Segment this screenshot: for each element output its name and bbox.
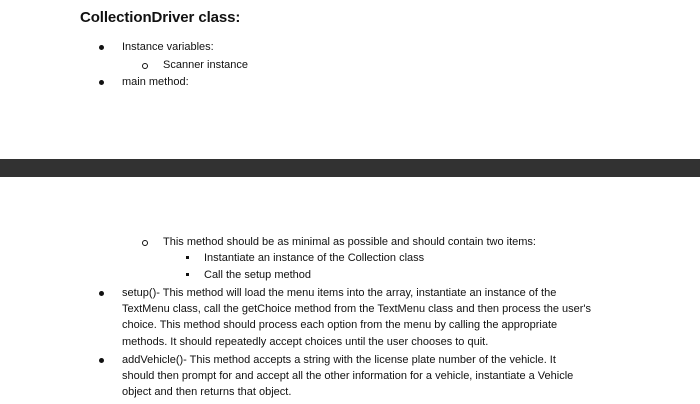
bullet-disc [99, 358, 104, 363]
bullet-disc [99, 45, 104, 50]
list-item-scanner-instance: Scanner instance [163, 59, 248, 71]
bullet-disc [99, 80, 104, 85]
paragraph-line: choice. This method should process each option from the menu by calling the appropriate [122, 319, 558, 332]
paragraph-line: methods. It should repeatedly accept choices until the user chooses to quit. [122, 335, 489, 348]
paragraph-line: TextMenu class, call the getChoice method from the TextMenu class and then process the user's [122, 303, 592, 316]
list-item-instance-variables: Instance variables: [122, 41, 214, 53]
bullet-square [186, 273, 189, 276]
bullet-square [186, 256, 189, 259]
list-item-main-method: main method: [122, 76, 189, 88]
bullet-circle [142, 63, 148, 69]
list-item-minimal-method: This method should be as minimal as possible and should contain two items: [163, 236, 536, 248]
paragraph-line: addVehicle()- This method accepts a string with the license plate number of the vehicle. It [122, 354, 556, 366]
section-heading: CollectionDriver class: [80, 9, 241, 26]
paragraph-line: object and then returns that object. [122, 386, 292, 399]
list-item-instantiate-collection: Instantiate an instance of the Collection class [204, 252, 425, 264]
bullet-circle [142, 240, 148, 246]
paragraph-setup [122, 285, 591, 350]
paragraph-addvehicle [122, 352, 573, 401]
bullet-disc [99, 291, 104, 296]
paragraph-line: should then prompt for and accept all the other information for a vehicle, instantiate a Vehicle [122, 370, 574, 383]
page-divider [0, 159, 700, 177]
list-item-call-setup: Call the setup method [204, 269, 312, 281]
paragraph-line: setup()- This method will load the menu items into the array, instantiate an instance of the [122, 287, 557, 299]
